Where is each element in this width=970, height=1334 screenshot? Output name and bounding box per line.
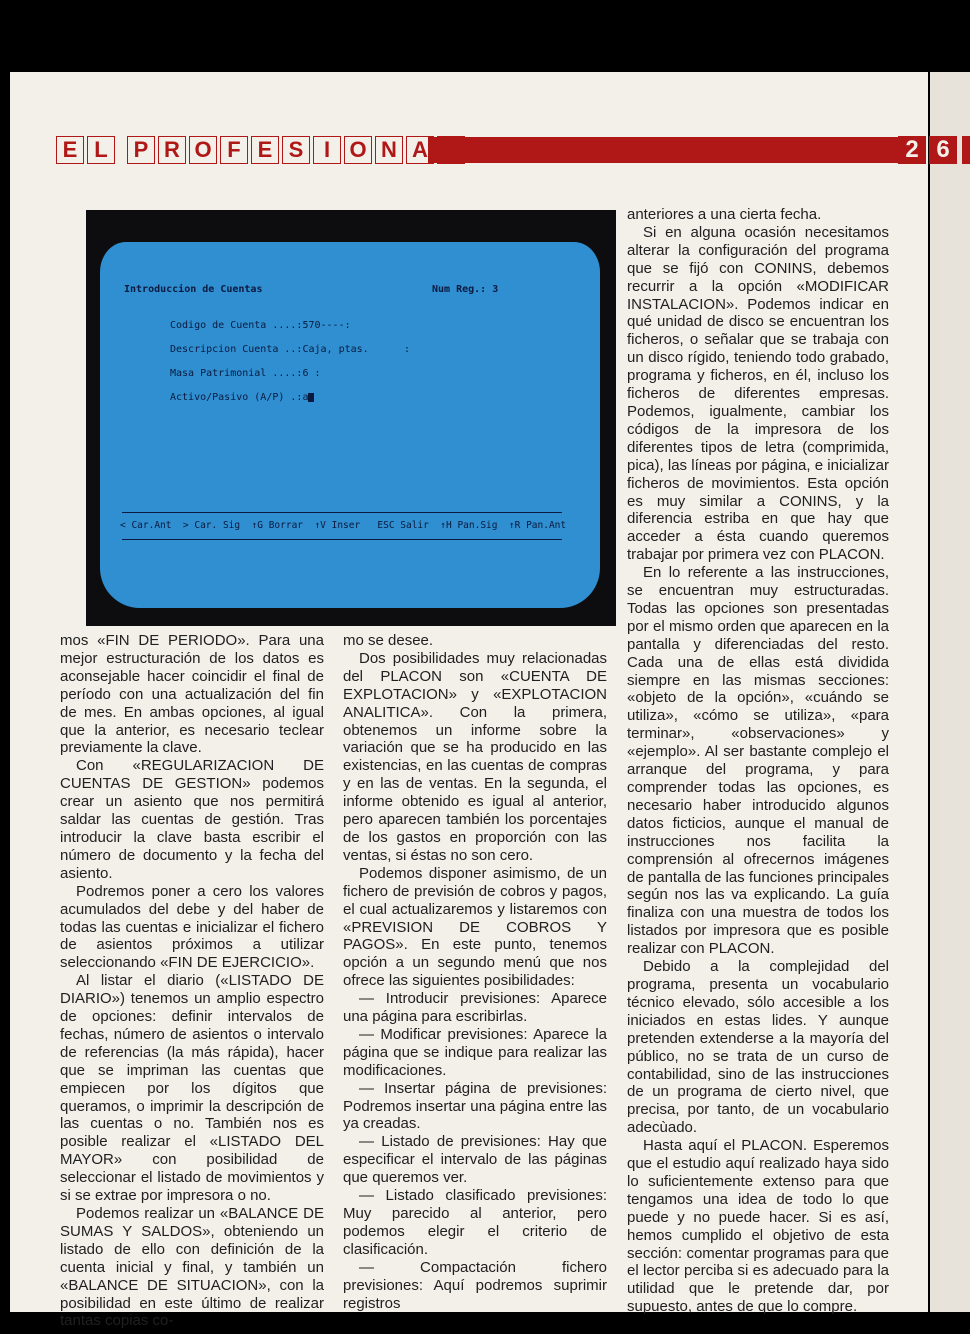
screen-field-asset-text: Activo/Pasivo (A/P) .:a bbox=[170, 392, 309, 403]
text-column-2 bbox=[343, 632, 607, 1312]
title-letter: F bbox=[220, 136, 248, 164]
list-item: — Modificar previsiones: Aparece la página que se indique para realizar las modificaciones. bbox=[343, 1025, 607, 1079]
paragraph: En lo referente a las instrucciones, se encuentran muy estructuradas. Todas las opciones son presentadas por el mismo orden que aparecen en la pantalla y diferenciadas del resto. Cada una de ellas está dividida siempre en las mismas secciones: «objeto de la opción», «cuándo se utiliza», «cómo se utiliza», «para terminar», «observaciones» y «ejemplo». Al ser bastante complejo el arranque del programa, y para comprender todas las opciones, es necesario haber introducido algunos datos ficticios, aunque el manual de instrucciones nos facilita la comprensión al ofrecernos imágenes de pantalla de las funciones principales según nos las va explicando. La guía finaliza con una muestra de todos los listados por impresora que es posible realizar con PLACON. bbox=[627, 564, 889, 958]
screen-field-asset bbox=[170, 392, 314, 403]
next-page-edge bbox=[930, 72, 970, 1312]
screen-field-code: Codigo de Cuenta ....:570----: bbox=[170, 320, 351, 331]
title-letter: R bbox=[158, 136, 186, 164]
page-digit: 2 bbox=[898, 136, 926, 164]
list-item: — Compactación fichero previsiones: Aquí podremos suprimir registros bbox=[343, 1258, 607, 1312]
screen-divider-top bbox=[122, 512, 562, 513]
paragraph: Podemos realizar un «BALANCE DE SUMAS Y SALDOS», obteniendo un listado de ello con definición de la cuenta inicial y final, y también un «BALANCE DE SITUACION», con la posibilidad en este último de realizar tantas copias co- bbox=[60, 1205, 324, 1330]
title-letter: P bbox=[127, 136, 155, 164]
paragraph: Podemos disponer asimismo, de un fichero de previsión de cobros y pagos, el cual actualizaremos y listaremos con «PREVISION DE COBROS Y PAGOS». En este punto, tenemos opción a un segundo menú que nos ofrece las siguientes posibilidades: bbox=[343, 864, 607, 990]
title-letter: A bbox=[406, 136, 434, 164]
list-item: — Listado clasificado previsiones: Muy parecido al anterior, pero podemos elegir el criterio de clasificación. bbox=[343, 1187, 607, 1258]
list-item: — Introducir previsiones: Aparece una página para escribirlas. bbox=[343, 990, 607, 1026]
screen-divider-bottom bbox=[122, 539, 562, 540]
paragraph: Debido a la complejidad del programa, presenta un vocabulario técnico elevado, sólo accesible a los iniciados en estas lides. Y aunque pretenden extenderse a la mayoría del público, no se trata de un curso de contabilidad, sino de las instrucciones de un programa de cierto nivel, que precisa, por tanto, de un vocabulario adecùado. bbox=[627, 958, 889, 1137]
next-page-header-mark bbox=[962, 136, 970, 164]
screen-field-description: Descripcion Cuenta ..:Caja, ptas. bbox=[170, 344, 369, 355]
paragraph: Si en alguna ocasión necesitamos alterar la configuración del programa que se fijó con CONINS, debemos recurrir a la opción «MODIFICAR INSTALACION». Podemos indicar en qué unidad de disco se encuentran los ficheros, o señalar que se trabaja con un disco rígido, teniendo todo grabado, programa y ficheros, en él, incluso los ficheros de diferentes empresas. Podemos, igualmente, cambiar los códigos de la impresora de los diferentes tipos de letra (comprimida, pica), las líneas por página, e inicializar ficheros de movimientos. Esta opción es muy similar a CONINS, y la diferencia estriba en que hay que acceder a ésta cuando queremos trabajar por primera vez con PLACON. bbox=[627, 223, 889, 564]
screen-record-number: Num Reg.: 3 bbox=[432, 284, 499, 295]
header-bar bbox=[428, 137, 898, 163]
screen-function-keys: < Car.Ant > Car. Sig ↑G Borrar ↑V Inser ESC Salir ↑H Pan.Sig ↑R Pan.Ant bbox=[120, 520, 567, 531]
title-letter: E bbox=[251, 136, 279, 164]
monitor-photo bbox=[86, 210, 616, 626]
page-number bbox=[898, 136, 957, 164]
paragraph: mo se desee. bbox=[343, 632, 434, 649]
paragraph: Con «REGULARIZACION DE CUENTAS DE GESTION» podemos crear un asiento que nos permitirá saldar las cuentas de gestión. Tras introducir la clave basta escribir el número de documento y la fecha del asiento. bbox=[60, 757, 324, 882]
title-space bbox=[118, 136, 124, 162]
title-letter: O bbox=[344, 136, 372, 164]
paragraph: mos «FIN DE PERIODO». Para una mejor estructuración de los datos es aconsejable hacer coincidir el final de período con una actualización del fin de mes. En ambas opciones, al igual que la anterior, es necesario teclear previamente la clave. bbox=[60, 632, 324, 757]
section-title bbox=[56, 136, 465, 164]
paragraph: Hasta aquí el PLACON. Esperemos que el estudio aquí realizado haya sido lo suficientemente extenso para que tengamos una idea de todo lo que puede y no puede hacer. Si es así, hemos cumplido el objetivo de esta sección: comentar programas para que el lector perciba si es adecuado para la utilidad que le pretende dar, por supuesto, antes de que lo compre. bbox=[627, 1137, 889, 1316]
title-letter: L bbox=[87, 136, 115, 164]
text-column-1 bbox=[60, 632, 324, 1330]
screen-title: Introduccion de Cuentas bbox=[124, 284, 263, 295]
paragraph: Al listar el diario («LISTADO DE DIARIO») tenemos un amplio espectro de opciones: definir intervalos de fechas, número de asientos o intervalo de referencias (la más rápida), hacer que se impriman las cuentas que empiecen por los dígitos que queramos, o imprimir la descripción de las cuentas o no. También nos es posible realizar el «LISTADO DEL MAYOR» con posibilidad de seleccionar el listado de movimientos y si se extrae por impresora o no. bbox=[60, 972, 324, 1205]
text-column-3 bbox=[627, 206, 889, 1316]
list-item: — Listado de previsiones: Hay que especificar el intervalo de las páginas que queremos ver. bbox=[343, 1133, 607, 1187]
list-item: — Insertar página de previsiones: Podremos insertar una página entre las ya creadas. bbox=[343, 1079, 607, 1133]
screen-field-end-mark: : bbox=[404, 344, 411, 355]
paragraph: anteriores a una cierta fecha. bbox=[627, 206, 822, 223]
title-letter: O bbox=[189, 136, 217, 164]
monitor-screen bbox=[100, 242, 600, 608]
title-letter: S bbox=[282, 136, 310, 164]
paragraph: Dos posibilidades muy relacionadas del PLACON son «CUENTA DE EXPLOTACION» y «EXPLOTACION ANALITICA». Con la primera, obtenemos un informe sobre la variación que se ha producido en las existencias, en las cuentas de compras y en las de ventas. En la segunda, el informe obtenido es igual al anterior, pero aparecen también los porcentajes de los gastos en proporción con las ventas, si éstas no son cero. bbox=[343, 649, 607, 864]
paragraph: Podremos poner a cero los valores acumulados del debe y del haber de todas las cuentas e inicializar el fichero de asientos próximos a utilizar seleccionando «FIN DE EJERCICIO». bbox=[60, 882, 324, 972]
title-letter: N bbox=[375, 136, 403, 164]
title-letter: I bbox=[313, 136, 341, 164]
screen-field-mass: Masa Patrimonial ....:6 : bbox=[170, 368, 321, 379]
title-letter: E bbox=[56, 136, 84, 164]
text-cursor bbox=[308, 393, 314, 402]
page-digit: 6 bbox=[929, 136, 957, 164]
section-header bbox=[56, 136, 950, 164]
